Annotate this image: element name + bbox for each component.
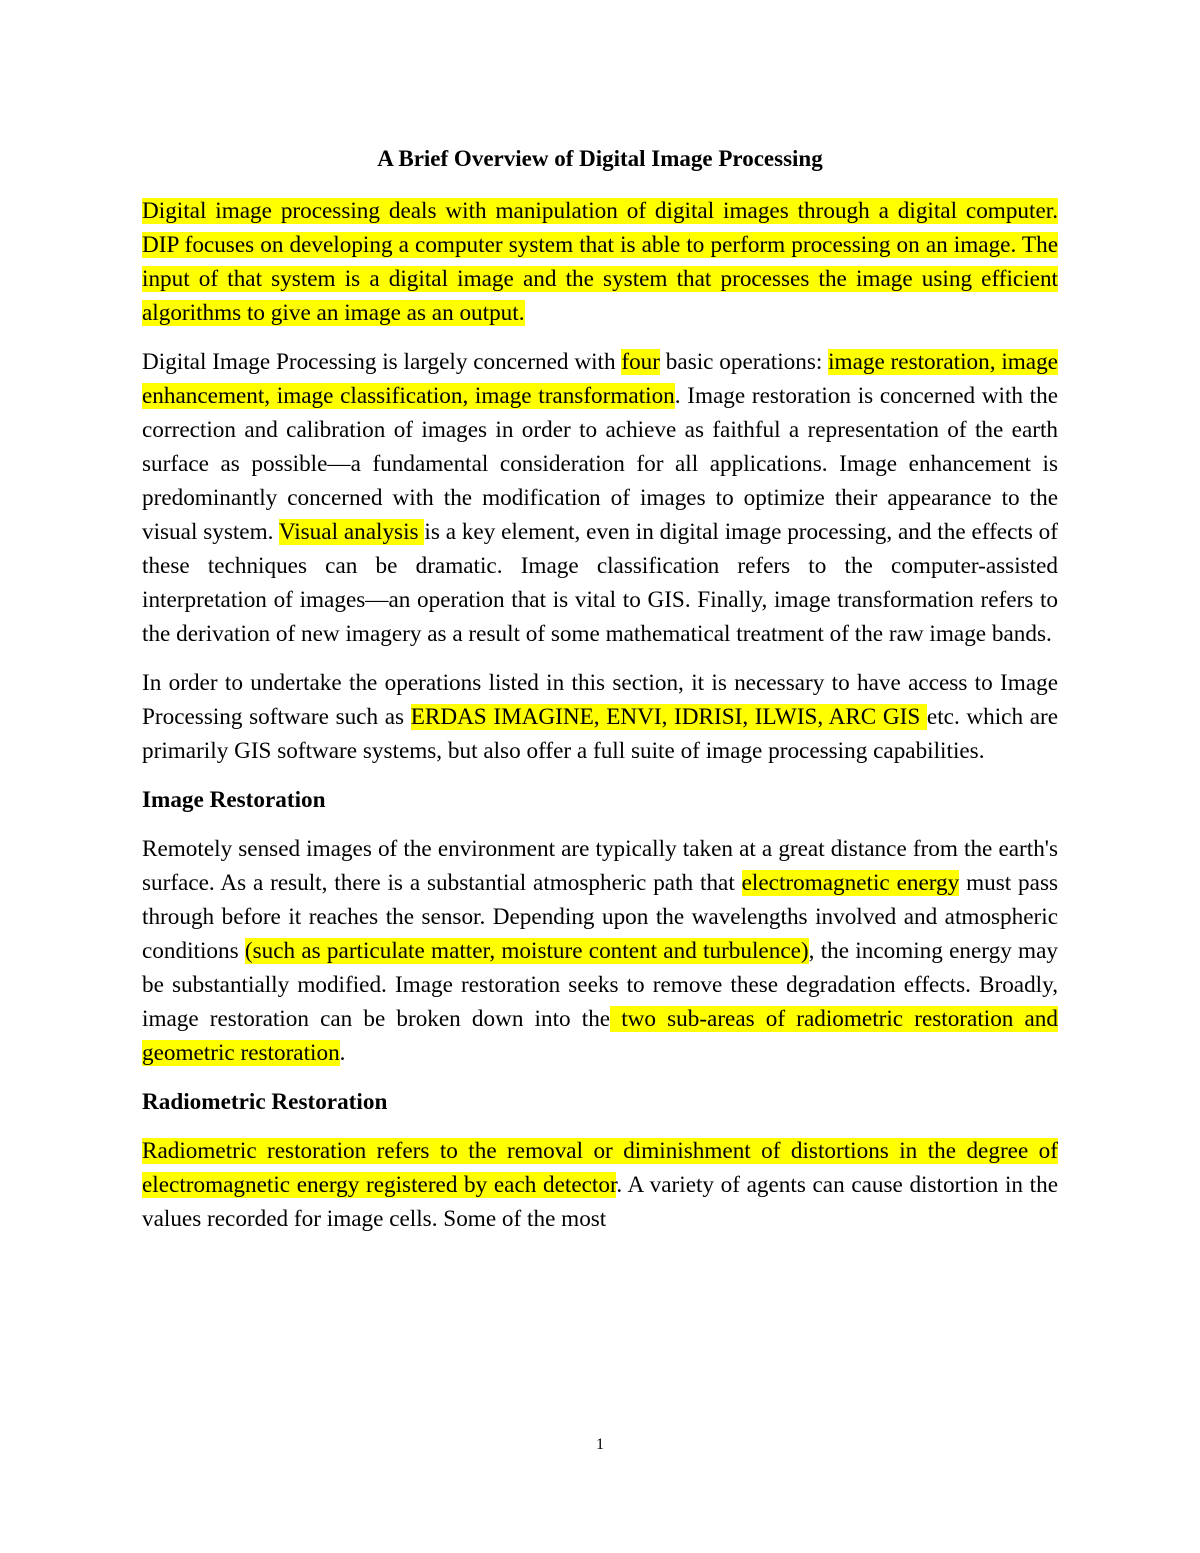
text-run: Digital Image Processing is largely concerned with	[142, 349, 622, 375]
highlighted-text: four	[621, 349, 660, 375]
section-radiometric-restoration	[142, 1085, 1058, 1236]
text-run: .	[339, 1040, 346, 1066]
document-title: A Brief Overview of Digital Image Processing	[377, 146, 823, 171]
highlighted-text: ERDAS IMAGINE, ENVI, IDRISI, ILWIS, ARC GIS	[410, 704, 927, 730]
text-run: etc. which are primarily GIS software systems, but also offer a full suite of image processing capabilities.	[142, 704, 1058, 764]
paragraph	[142, 345, 1058, 651]
text-run: . Image restoration is concerned with the correction and calibration of images in order to achieve as faithful a representation of the earth surface as possible—a fundamental consideration for all applications. Image enhancement is predominantly concerned with the modification of images to optimize their appearance to the visual system.	[142, 383, 1059, 545]
section-image-restoration	[142, 783, 1058, 1070]
text-run: is a key element, even in digital image processing, and the effects of these techniques can be dramatic. Image classification refers to the computer-assisted interpretation of images—an operation that is vital to GIS. Finally, image transformation refers to the derivation of new imagery as a result of some mathematical treatment of the raw image bands.	[142, 519, 1058, 647]
section-heading: Radiometric Restoration	[142, 1089, 388, 1115]
highlighted-text: (such as particulate matter, moisture content and turbulence)	[244, 938, 809, 964]
highlighted-text: image restoration, image enhancement, image classification, image transformation	[142, 349, 1058, 409]
text-run: . A variety of agents can cause distortion in the values recorded for image cells. Some of the most	[142, 1172, 1058, 1232]
paragraph	[142, 1134, 1058, 1236]
section-heading: Image Restoration	[142, 787, 326, 813]
paragraph	[142, 832, 1058, 1070]
text-run: basic operations:	[660, 349, 829, 375]
highlighted-text: Visual analysis	[278, 519, 425, 545]
intro-body	[142, 194, 1058, 768]
paragraph	[142, 194, 1058, 330]
text-run: must pass through before it reaches the sensor. Depending upon the wavelengths involved and atmospheric conditions	[142, 870, 1058, 964]
paragraph	[142, 666, 1058, 768]
highlighted-text: two sub-areas of radiometric restoration and geometric restoration	[142, 1006, 1058, 1066]
highlighted-text: electromagnetic energy	[741, 870, 960, 896]
text-run: , the incoming energy may be substantially modified. Image restoration seeks to remove these degradation effects. Broadly, image restoration can be broken down into the	[142, 938, 1058, 1032]
text-run: Remotely sensed images of the environment are typically taken at a great distance from the earth's surface. As a result, there is a substantial atmospheric path that	[142, 836, 1058, 896]
text-run: In order to undertake the operations listed in this section, it is necessary to have access to Image Processing software such as	[142, 670, 1058, 730]
highlighted-text: Digital image processing deals with manipulation of digital images through a digital computer. DIP focuses on developing a computer system that is able to perform processing on an image. The input of that system is a digital image and the system that processes the image using efficient algorithms to give an image as an output.	[142, 198, 1058, 326]
highlighted-text: Radiometric restoration refers to the removal or diminishment of distortions in the degree of electromagnetic energy registered by each detector	[142, 1138, 1058, 1198]
page-number: 1	[596, 1436, 604, 1453]
